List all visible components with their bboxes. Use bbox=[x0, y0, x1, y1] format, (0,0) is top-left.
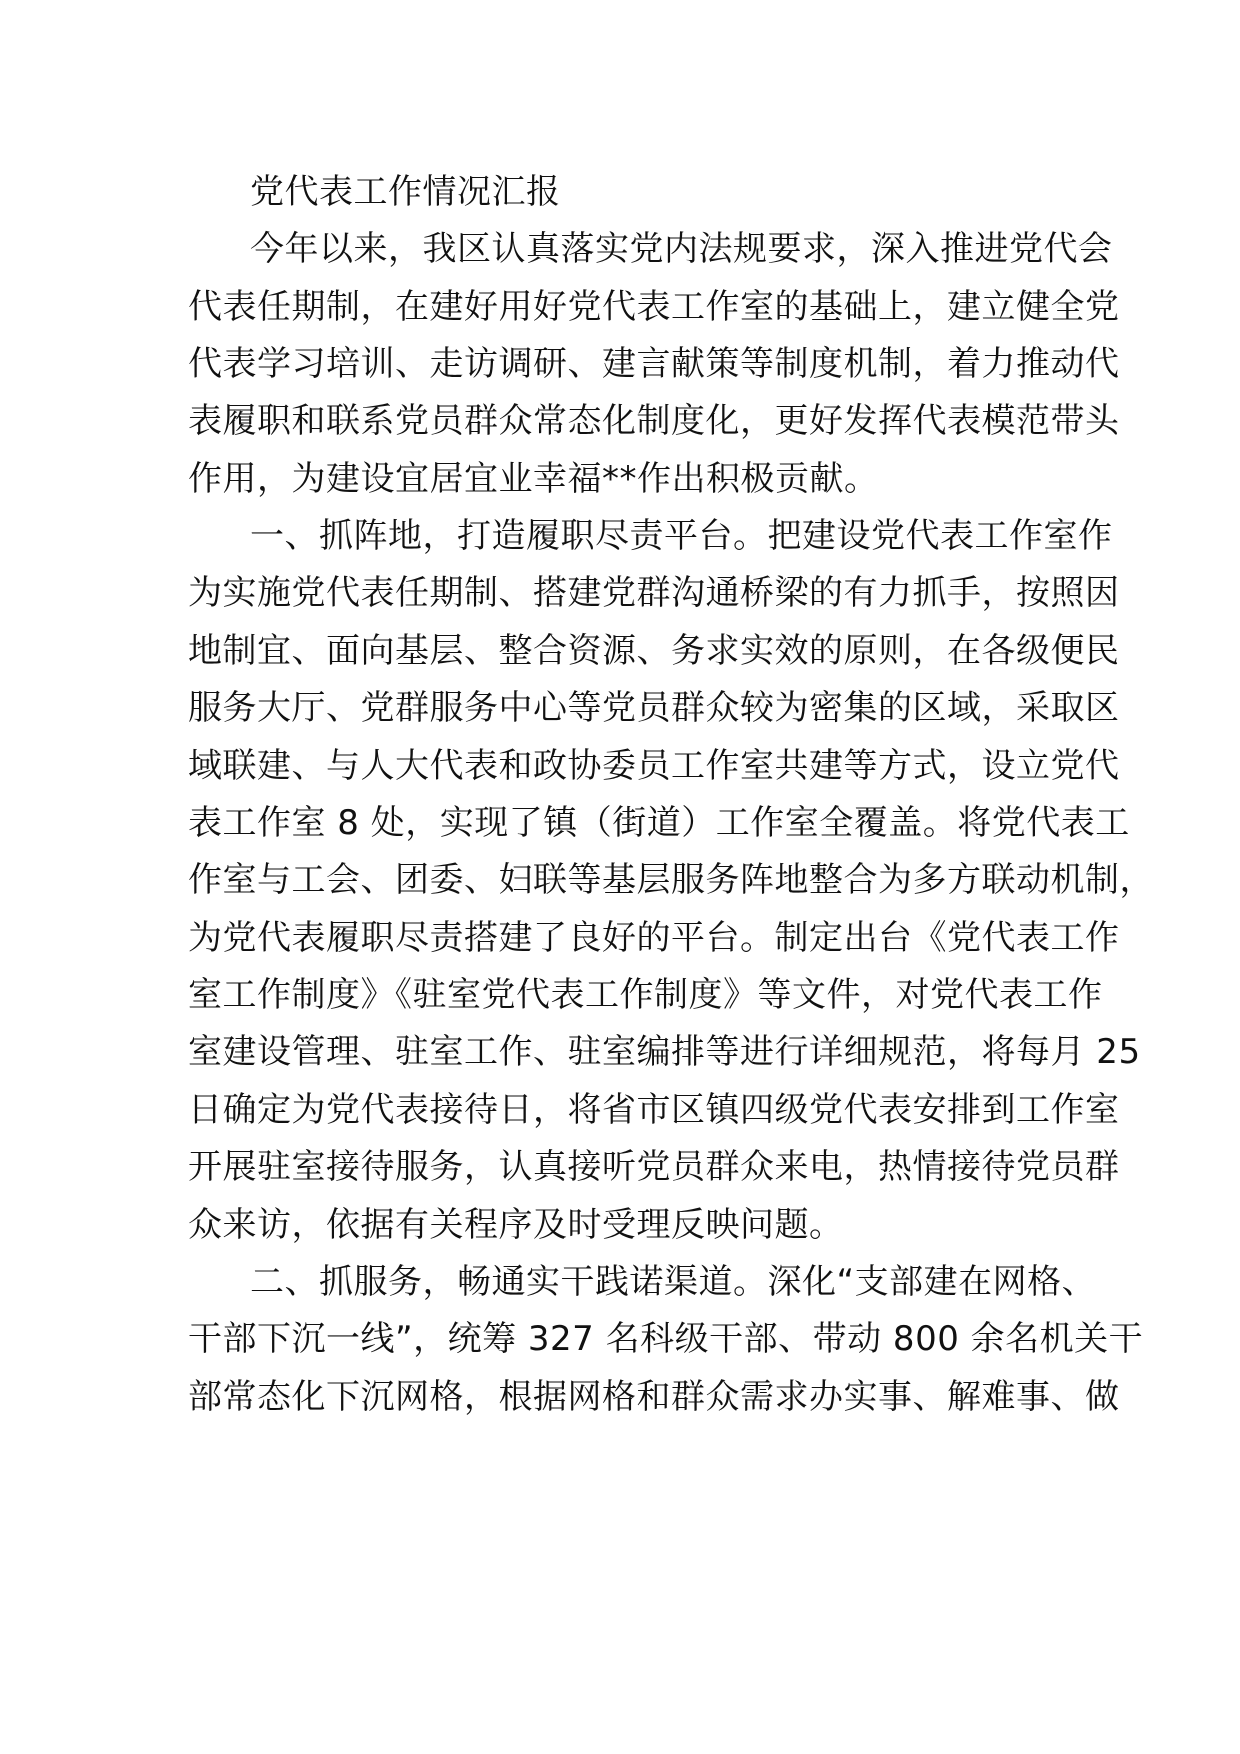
paragraph-line: 部常态化下沉网格，根据网格和群众需求办实事、解难事、做 bbox=[188, 1377, 1120, 1417]
paragraph-line: 日确定为党代表接待日，将省市区镇四级党代表安排到工作室 bbox=[188, 1090, 1120, 1130]
paragraph-line: 域联建、与人大代表和政协委员工作室共建等方式，设立党代 bbox=[188, 746, 1120, 786]
paragraph-line: 众来访，依据有关程序及时受理反映问题。 bbox=[188, 1205, 844, 1245]
paragraph-line: 地制宜、面向基层、整合资源、务求实效的原则，在各级便民 bbox=[188, 631, 1120, 671]
document-title: 党代表工作情况汇报 bbox=[250, 172, 561, 212]
paragraph-line: 为党代表履职尽责搭建了良好的平台。制定出台《党代表工作 bbox=[188, 918, 1120, 958]
paragraph-line: 干部下沉一线”，统筹 327 名科级干部、带动 800 余名机关干 bbox=[188, 1319, 1144, 1359]
paragraph-line: 服务大厅、党群服务中心等党员群众较为密集的区域，采取区 bbox=[188, 688, 1120, 728]
paragraph-line: 室建设管理、驻室工作、驻室编排等进行详细规范，将每月 25 bbox=[188, 1032, 1141, 1072]
paragraph-line: 室工作制度》《驻室党代表工作制度》等文件，对党代表工作 bbox=[188, 975, 1103, 1015]
paragraph-line: 开展驻室接待服务，认真接听党员群众来电，热情接待党员群 bbox=[188, 1147, 1120, 1187]
paragraph-line: 作室与工会、团委、妇联等基层服务阵地整合为多方联动机制， bbox=[188, 860, 1154, 900]
paragraph-line: 代表学习培训、走访调研、建言献策等制度机制，着力推动代 bbox=[188, 344, 1120, 384]
paragraph-line: 表工作室 8 处，实现了镇（街道）工作室全覆盖。将党代表工 bbox=[188, 803, 1130, 843]
paragraph-line: 代表任期制，在建好用好党代表工作室的基础上，建立健全党 bbox=[188, 287, 1120, 327]
paragraph-line: 为实施党代表任期制、搭建党群沟通桥梁的有力抓手，按照因 bbox=[188, 573, 1120, 613]
paragraph-line: 一、抓阵地，打造履职尽责平台。把建设党代表工作室作 bbox=[250, 516, 1113, 556]
paragraph-line: 作用，为建设宜居宜业幸福**作出积极贡献。 bbox=[188, 459, 879, 499]
paragraph-line: 今年以来，我区认真落实党内法规要求，深入推进党代会 bbox=[250, 229, 1113, 269]
paragraph-line: 表履职和联系党员群众常态化制度化，更好发挥代表模范带头 bbox=[188, 401, 1120, 441]
paragraph-line: 二、抓服务，畅通实干践诺渠道。深化“支部建在网格、 bbox=[250, 1262, 1097, 1302]
